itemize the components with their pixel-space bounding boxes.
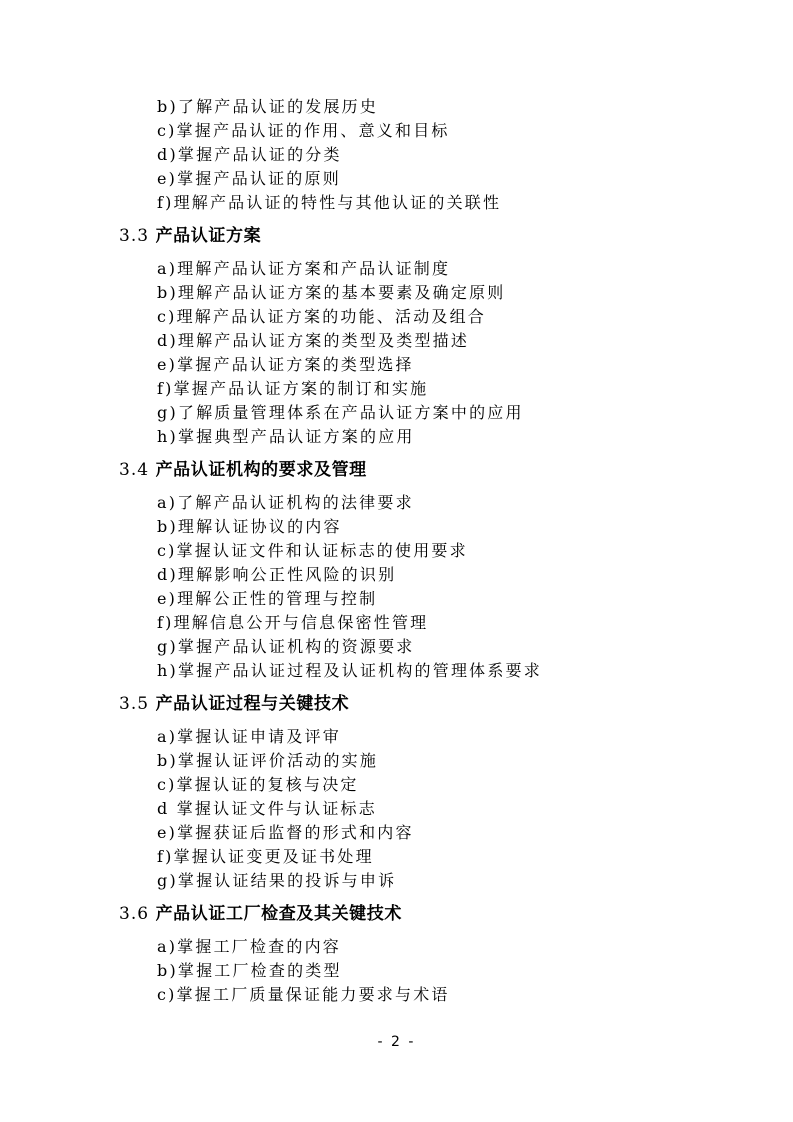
list-item: a)掌握工厂检查的内容: [157, 937, 341, 956]
section-heading: [119, 449, 719, 491]
list-item: b)理解认证协议的内容: [157, 517, 342, 536]
list-item: b)掌握认证评价活动的实施: [157, 751, 379, 770]
section-title: 产品认证工厂检查及其关键技术: [155, 904, 402, 924]
list-item: h)掌握产品认证过程及认证机构的管理体系要求: [157, 661, 542, 680]
document-body: [119, 95, 719, 1007]
section-3-3: [119, 215, 719, 449]
section-title: 产品认证机构的要求及管理: [155, 460, 367, 480]
section-3-4: [119, 449, 719, 683]
list-item: c)掌握产品认证的作用、意义和目标: [157, 121, 450, 140]
list-item: a)理解产品认证方案和产品认证制度: [157, 259, 451, 278]
list-item: d)掌握产品认证的分类: [157, 145, 342, 164]
list-item: f)理解产品认证的特性与其他认证的关联性: [157, 193, 502, 212]
list-item: d)理解产品认证方案的类型及类型描述: [157, 331, 470, 350]
list-item: e)掌握产品认证的原则: [157, 169, 341, 188]
list-item: d 掌握认证文件与认证标志: [157, 799, 377, 818]
section-heading: [119, 893, 719, 935]
list-item: f)掌握认证变更及证书处理: [157, 847, 374, 866]
section-heading: [119, 215, 719, 257]
list-item: a)掌握认证申请及评审: [157, 727, 341, 746]
section-number: 3.6: [119, 904, 150, 924]
list-item: e)掌握产品认证方案的类型选择: [157, 355, 414, 374]
list-item: f)理解信息公开与信息保密性管理: [157, 613, 429, 632]
section-number: 3.4: [119, 460, 150, 480]
list-item: c)掌握认证文件和认证标志的使用要求: [157, 541, 468, 560]
section-3-6: [119, 893, 719, 1007]
section-3-2-list: [119, 95, 719, 215]
section-number: 3.3: [119, 226, 150, 246]
list-item: e)理解公正性的管理与控制: [157, 589, 378, 608]
section-title: 产品认证过程与关键技术: [155, 694, 350, 714]
list-item: f)掌握产品认证方案的制订和实施: [157, 379, 429, 398]
list-item: e)掌握获证后监督的形式和内容: [157, 823, 414, 842]
list-item: d)理解影响公正性风险的识别: [157, 565, 397, 584]
list-item: c)理解产品认证方案的功能、活动及组合: [157, 307, 487, 326]
list-item: h)掌握典型产品认证方案的应用: [157, 427, 415, 446]
section-3-5: [119, 683, 719, 893]
section-heading: [119, 683, 719, 725]
section-title: 产品认证方案: [155, 226, 262, 246]
list-item: a)了解产品认证机构的法律要求: [157, 493, 414, 512]
page-number: - 2 -: [377, 1034, 416, 1050]
list-item: g)掌握产品认证机构的资源要求: [157, 637, 415, 656]
list-item: c)掌握认证的复核与决定: [157, 775, 359, 794]
list-item: g)掌握认证结果的投诉与申诉: [157, 871, 397, 890]
list-item: c)掌握工厂质量保证能力要求与术语: [157, 985, 450, 1004]
list-item: b)掌握工厂检查的类型: [157, 961, 342, 980]
list-item: b)了解产品认证的发展历史: [157, 97, 379, 116]
list-item: b)理解产品认证方案的基本要素及确定原则: [157, 283, 506, 302]
list-item: g)了解质量管理体系在产品认证方案中的应用: [157, 403, 524, 422]
section-number: 3.5: [119, 694, 150, 714]
